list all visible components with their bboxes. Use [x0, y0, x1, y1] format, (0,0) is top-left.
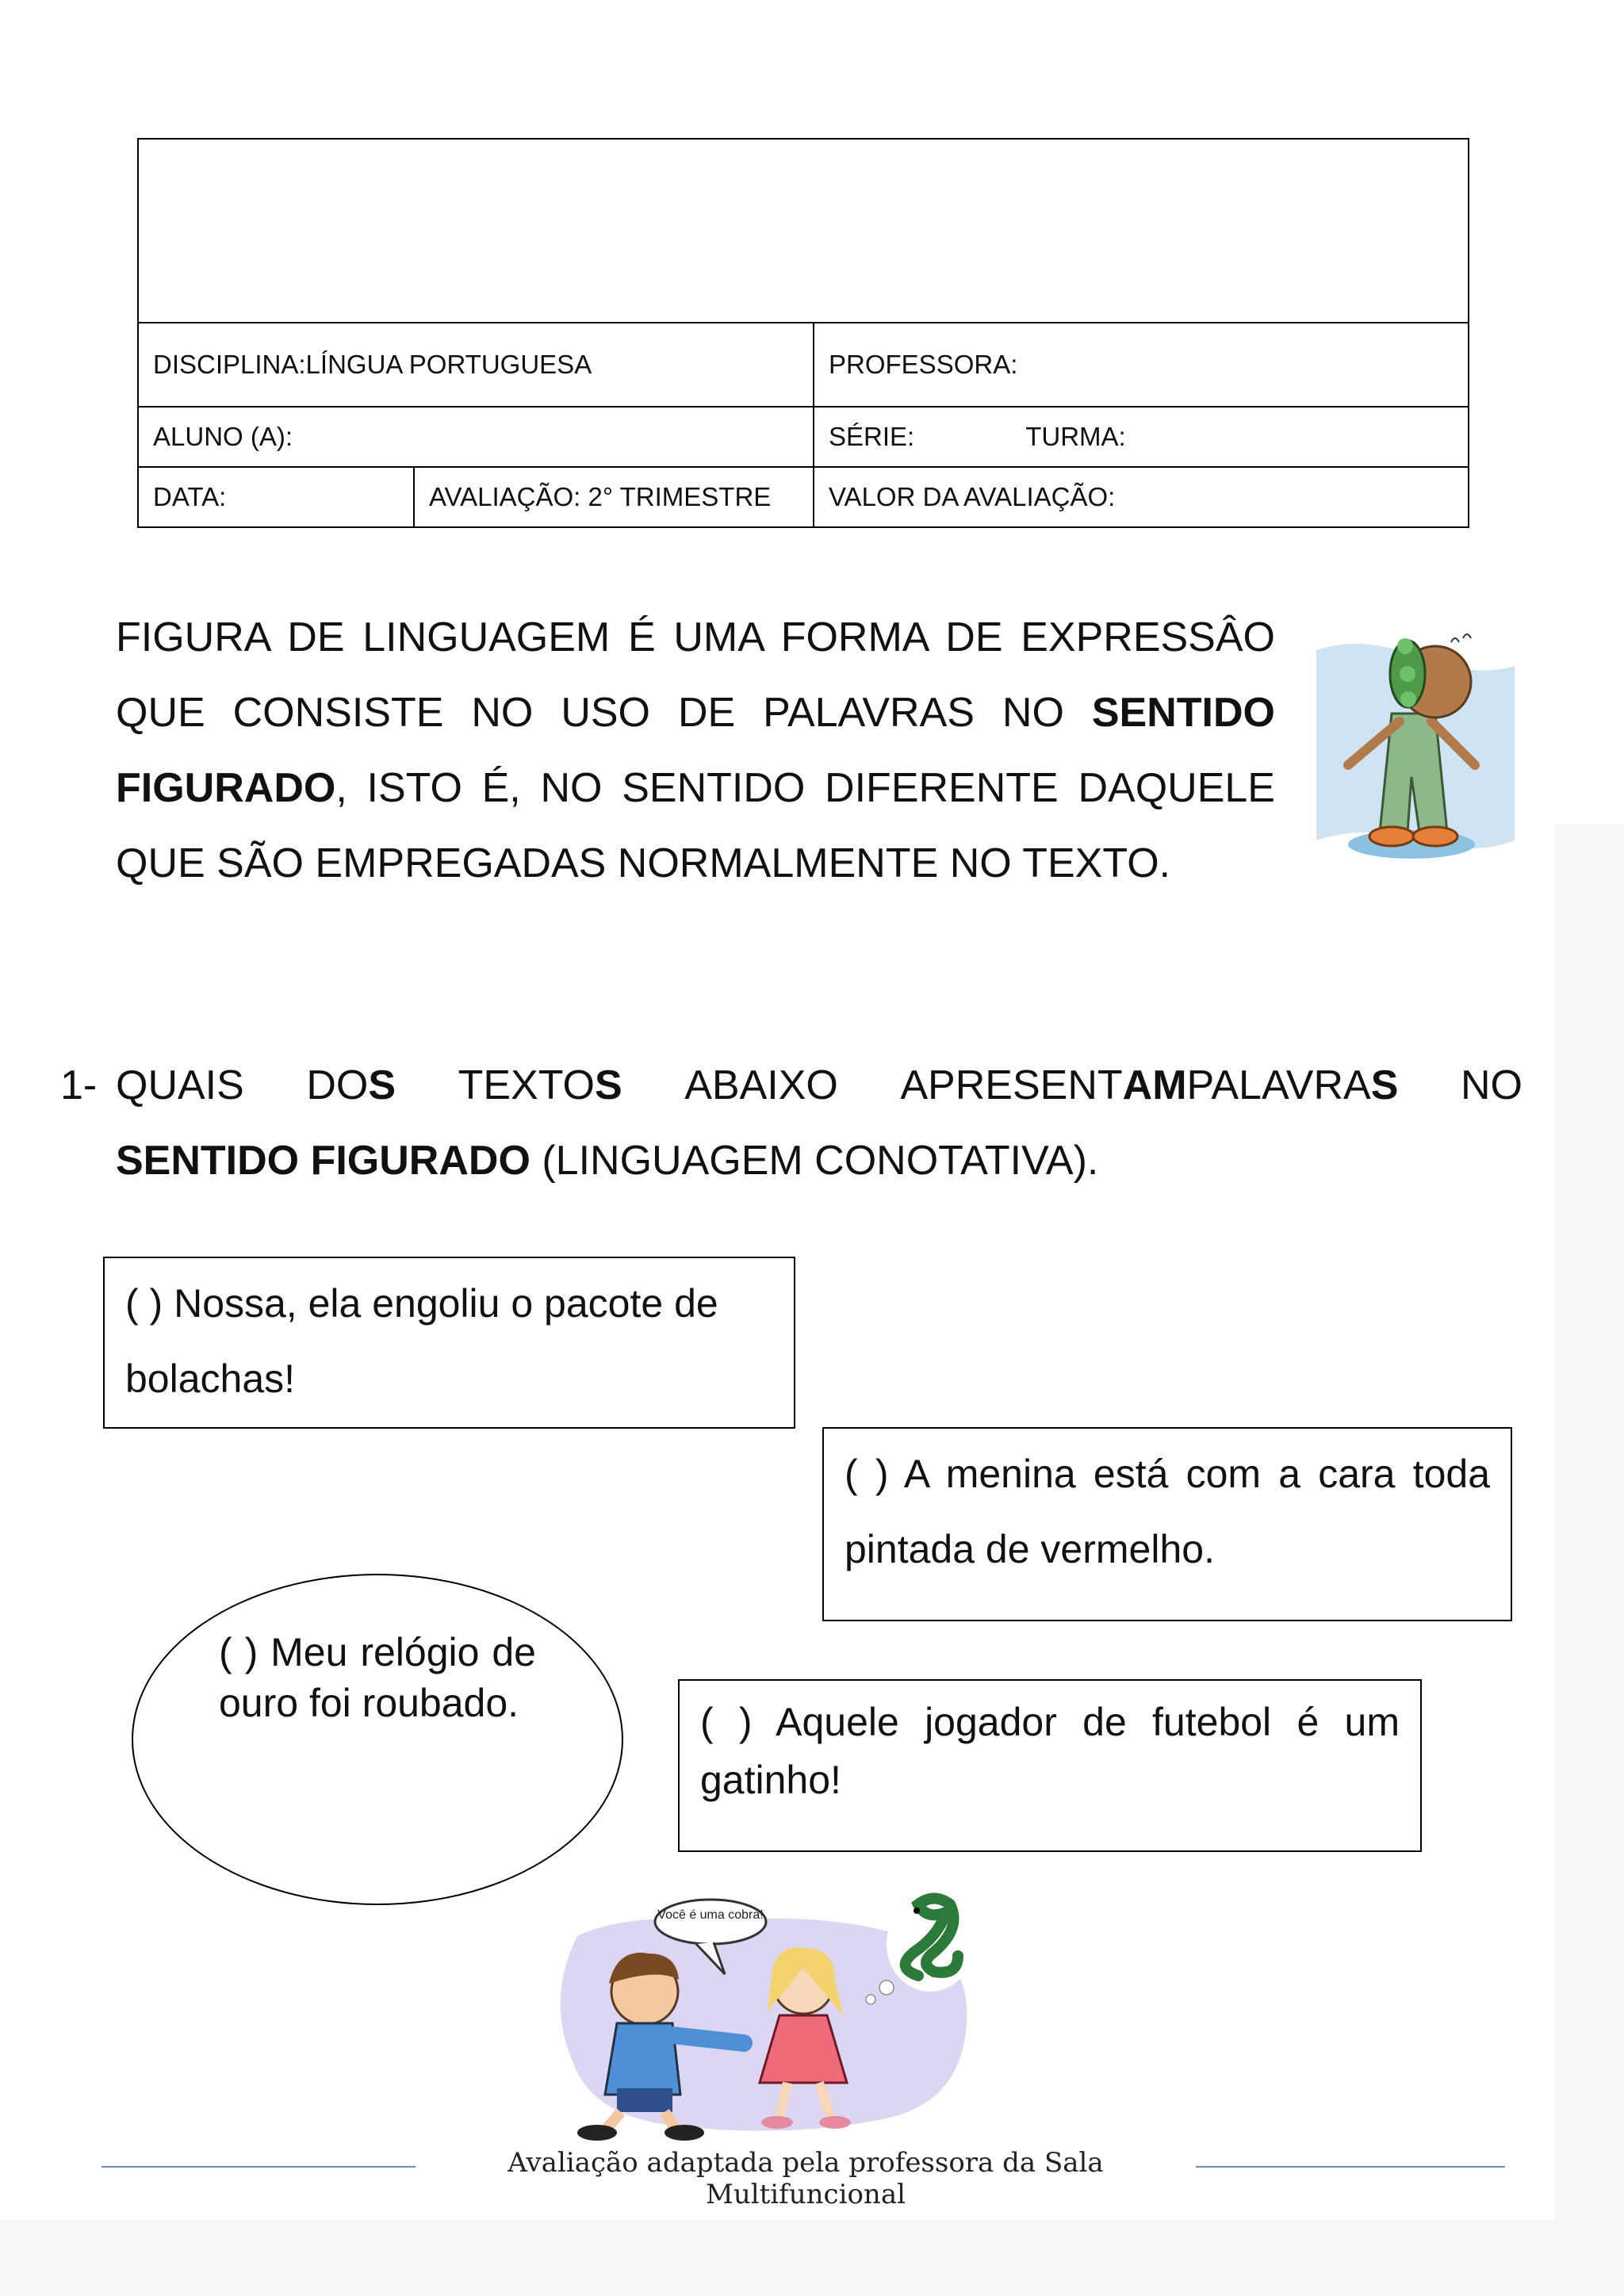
- option-oval-text: ( ) Meu relógio de ouro foi roubado.: [219, 1630, 536, 1725]
- professora-cell: PROFESSORA:: [813, 323, 1468, 406]
- option-oval[interactable]: [132, 1574, 623, 1905]
- data-cell: DATA:: [153, 482, 227, 511]
- header-table: [137, 138, 1469, 528]
- question-word: TEXTOS: [458, 1062, 622, 1108]
- question-line-1: [116, 1048, 1522, 1123]
- header-logo-area: [139, 140, 1468, 323]
- intro-bold: SENTIDO FIGURADO: [116, 690, 1275, 811]
- header-row-2: [139, 408, 1468, 468]
- footer-line-left: [102, 2166, 416, 2168]
- option-box-1[interactable]: ( ) Nossa, ela engoliu o pacote de bolachas!: [103, 1257, 795, 1429]
- footer-line-right: [1196, 2166, 1505, 2168]
- option-box-2[interactable]: ( ) A menina está com a cara toda pintada de vermelho.: [822, 1427, 1512, 1621]
- aluno-cell: ALUNO (A):: [153, 422, 293, 451]
- question-word: APRESENTAMPALAVRAS: [900, 1062, 1399, 1108]
- question-text: [116, 1048, 1522, 1199]
- intro-text-1: FIGURA DE LINGUAGEM É UMA FORMA DE EXPRESSÂO QUE CONSISTE NO USO DE PALAVRAS NO: [116, 614, 1275, 736]
- question-line-2: [116, 1123, 1522, 1199]
- serie-label: SÉRIE:: [829, 422, 915, 451]
- kids-clipart-illustration: [530, 1881, 988, 2142]
- page-shade-right: [1554, 825, 1624, 2296]
- question-word: ABAIXO: [684, 1062, 838, 1108]
- disciplina-cell: DISCIPLINA:LÍNGUA PORTUGUESA: [153, 350, 592, 379]
- speech-bubble-text: Você é uma cobra!: [657, 1908, 764, 1922]
- header-row-1: [139, 323, 1468, 408]
- valor-cell: VALOR DA AVALIAÇÃO:: [813, 468, 1468, 526]
- child-clipart-illustration: [1316, 603, 1515, 872]
- header-row-3: [139, 468, 1468, 526]
- turma-label: TURMA:: [1025, 422, 1126, 451]
- question-word: DOS: [306, 1062, 396, 1108]
- intro-paragraph: [116, 600, 1275, 901]
- option-box-4[interactable]: ( ) Aquele jogador de futebol é um gatinho!: [678, 1679, 1422, 1852]
- footer-text: Avaliação adaptada pela professora da Sala Multifuncional: [508, 2147, 1104, 2210]
- question-bold: SENTIDO FIGURADO: [116, 1138, 530, 1184]
- page-shade-bottom: [0, 2220, 1624, 2296]
- question-word: QUAIS: [116, 1062, 244, 1108]
- question-rest: (LINGUAGEM CONOTATIVA).: [530, 1138, 1099, 1184]
- avaliacao-cell: AVALIAÇÃO: 2° TRIMESTRE: [413, 468, 813, 526]
- intro-text-2: , ISTO É, NO SENTIDO DIFERENTE DAQUELE QUE SÃO EMPREGADAS NORMALMENTE NO TEXTO.: [116, 765, 1275, 886]
- question-number: 1-: [60, 1062, 98, 1108]
- question-word: NO: [1460, 1062, 1522, 1108]
- serie-turma-cell: [813, 408, 1468, 466]
